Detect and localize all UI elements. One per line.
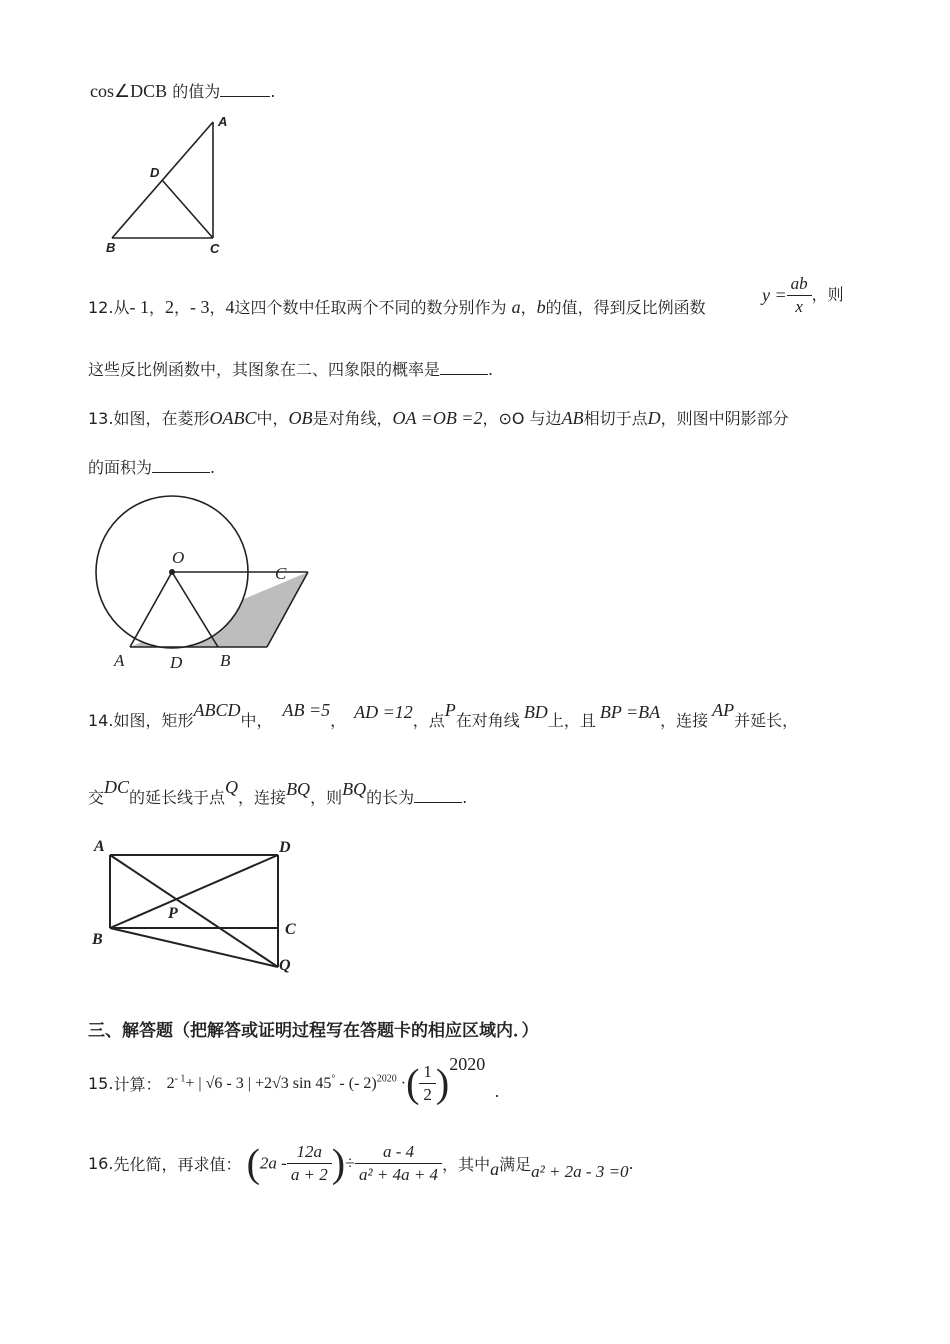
q11-suffix: 的值为 xyxy=(172,82,221,101)
var: AB xyxy=(561,408,584,428)
numerator: 1 xyxy=(419,1062,436,1084)
num: - 1 xyxy=(129,297,149,317)
label-A: A xyxy=(94,838,105,855)
text: 这四个数中任取两个不同的数分别作为 xyxy=(234,298,507,317)
numerator: 12a xyxy=(287,1142,332,1164)
period: . xyxy=(494,1082,500,1101)
label-B: B xyxy=(106,240,116,255)
label-A: A xyxy=(114,651,125,670)
y-eq: y = xyxy=(762,285,787,305)
exponent: 2020 xyxy=(376,1073,397,1085)
text: 满足 xyxy=(499,1155,532,1174)
equation: OA =OB =2 xyxy=(392,408,483,428)
left-paren: ( xyxy=(246,1140,260,1186)
period: . xyxy=(628,1154,634,1173)
num: - 3 xyxy=(190,297,210,317)
text: ，连接 xyxy=(238,788,287,807)
sep: ， xyxy=(330,711,347,730)
term: 2 xyxy=(166,1075,175,1093)
fraction-1 xyxy=(287,1142,332,1185)
var: BD xyxy=(523,702,548,722)
q12-number: 12. xyxy=(88,298,114,317)
sep: ， xyxy=(209,298,226,317)
text: ，⊙O 与边 xyxy=(482,409,562,428)
text: 是对角线， xyxy=(312,409,393,428)
label-D: D xyxy=(170,653,183,672)
answer-blank xyxy=(152,458,210,473)
label-C: C xyxy=(275,564,287,583)
text: 的面积为 xyxy=(88,458,153,477)
denominator: x xyxy=(795,297,803,316)
expression xyxy=(167,1075,407,1092)
label-O: O xyxy=(172,548,185,567)
var-a: a xyxy=(511,297,521,317)
var-a: a xyxy=(490,1159,500,1179)
sep: ， xyxy=(520,298,537,317)
q13-line2 xyxy=(88,457,215,479)
text: 上，且 xyxy=(547,711,596,730)
label: 先化简，再求值： xyxy=(113,1155,242,1174)
period: . xyxy=(210,458,216,477)
dot: · xyxy=(400,1075,407,1093)
text: 交 xyxy=(88,788,105,807)
label-C: C xyxy=(210,241,220,256)
var: DC xyxy=(104,777,130,797)
q14-number: 14. xyxy=(88,711,114,730)
q14-figure xyxy=(88,834,308,984)
answer-blank xyxy=(414,788,462,803)
segment-BD xyxy=(110,855,278,928)
text: 中， xyxy=(256,409,289,428)
label-A: A xyxy=(218,114,228,129)
var: D xyxy=(647,408,661,428)
period: . xyxy=(488,360,494,379)
label-D: D xyxy=(279,839,291,856)
var: BQ xyxy=(286,779,311,799)
q13-number: 13. xyxy=(88,409,114,428)
section3-title: 三、解答题（把解答或证明过程写在答题卡的相应区域内．） xyxy=(88,1021,539,1041)
fraction xyxy=(787,274,812,317)
q15-line xyxy=(88,1054,500,1112)
q14-line2 xyxy=(88,777,468,809)
exponent: 2020 xyxy=(449,1054,486,1074)
period: . xyxy=(462,788,468,807)
text: 中， xyxy=(240,711,273,730)
sep: ， xyxy=(173,298,190,317)
label-Q: Q xyxy=(279,957,291,974)
term: 2a - xyxy=(259,1153,287,1173)
center-dot xyxy=(169,569,175,575)
text: 的延长线于点 xyxy=(129,788,226,807)
label-D: D xyxy=(150,165,160,180)
period: . xyxy=(270,82,276,101)
q16-line xyxy=(88,1142,634,1194)
q15-number: 15. xyxy=(88,1074,114,1093)
q13-figure xyxy=(90,488,310,678)
text: 相切于点 xyxy=(583,409,648,428)
text: ，连接 xyxy=(660,711,709,730)
q11-line xyxy=(90,80,275,103)
denominator: a + 2 xyxy=(290,1165,328,1184)
segment-AQ xyxy=(110,855,278,967)
label-B: B xyxy=(220,651,231,670)
answer-blank xyxy=(440,360,488,375)
text: 并延长， xyxy=(734,711,799,730)
var: OABC xyxy=(209,408,257,428)
text: 这些反比例函数中，其图象在二、四象限的概率是 xyxy=(88,360,441,379)
var: Q xyxy=(225,777,239,797)
text: ，则图中阴影部分 xyxy=(660,409,789,428)
numerator: ab xyxy=(787,274,812,296)
denominator: 2 xyxy=(423,1085,432,1104)
segment-DC xyxy=(162,180,213,238)
left-paren: ( xyxy=(406,1060,420,1106)
var: OB xyxy=(288,408,313,428)
num: 2 xyxy=(164,297,174,317)
text: 如图，在菱形 xyxy=(113,409,210,428)
condition: a² + 2a - 3 =0 xyxy=(531,1161,629,1181)
q12-line1 xyxy=(88,296,706,319)
var: P xyxy=(444,700,456,720)
sep: ， xyxy=(148,298,165,317)
var: BQ xyxy=(342,779,367,799)
equation: AB =5 xyxy=(282,700,331,720)
exponent: - 1 xyxy=(174,1073,186,1085)
segment-BQ xyxy=(110,928,278,967)
var-b: b xyxy=(536,297,546,317)
text: ，点 xyxy=(412,711,445,730)
numerator: a - 4 xyxy=(355,1142,442,1164)
var: AP xyxy=(712,700,735,720)
var: ABCD xyxy=(193,700,241,720)
q11-figure xyxy=(100,110,240,260)
answer-blank xyxy=(220,82,270,97)
equation: AD =12 xyxy=(354,702,413,722)
text: 的值，得到反比例函数 xyxy=(545,298,706,317)
text: ，其中 xyxy=(442,1155,491,1174)
label-C: C xyxy=(285,921,296,938)
q12-line2 xyxy=(88,359,493,381)
right-paren: ) xyxy=(331,1140,346,1186)
fraction-2 xyxy=(355,1142,442,1185)
label-B: B xyxy=(92,931,103,948)
label: 计算： xyxy=(113,1075,162,1094)
q13-line1 xyxy=(88,407,789,430)
num: 4 xyxy=(225,297,235,317)
q14-line1 xyxy=(88,700,799,732)
divide-sign: ÷ xyxy=(345,1153,356,1173)
label-P: P xyxy=(168,905,178,922)
text: ，则 xyxy=(811,285,844,304)
degree: ° xyxy=(331,1073,336,1085)
term: + | √6 - 3 | +2√3 sin 45 xyxy=(185,1075,332,1093)
fraction-half xyxy=(419,1062,436,1105)
text: 在对角线 xyxy=(455,711,520,730)
denominator: a² + 4a + 4 xyxy=(359,1165,439,1184)
text: 如图，矩形 xyxy=(113,711,194,730)
q11-cos: cos∠DCB xyxy=(90,81,168,101)
q16-number: 16. xyxy=(88,1154,114,1173)
term: - (- 2) xyxy=(339,1075,377,1093)
right-paren: ) xyxy=(435,1060,450,1106)
text: 从 xyxy=(113,298,130,317)
text: 的长为 xyxy=(366,788,415,807)
text: ，则 xyxy=(310,788,343,807)
equation: BP =BA xyxy=(599,702,661,722)
q12-formula xyxy=(762,274,844,317)
